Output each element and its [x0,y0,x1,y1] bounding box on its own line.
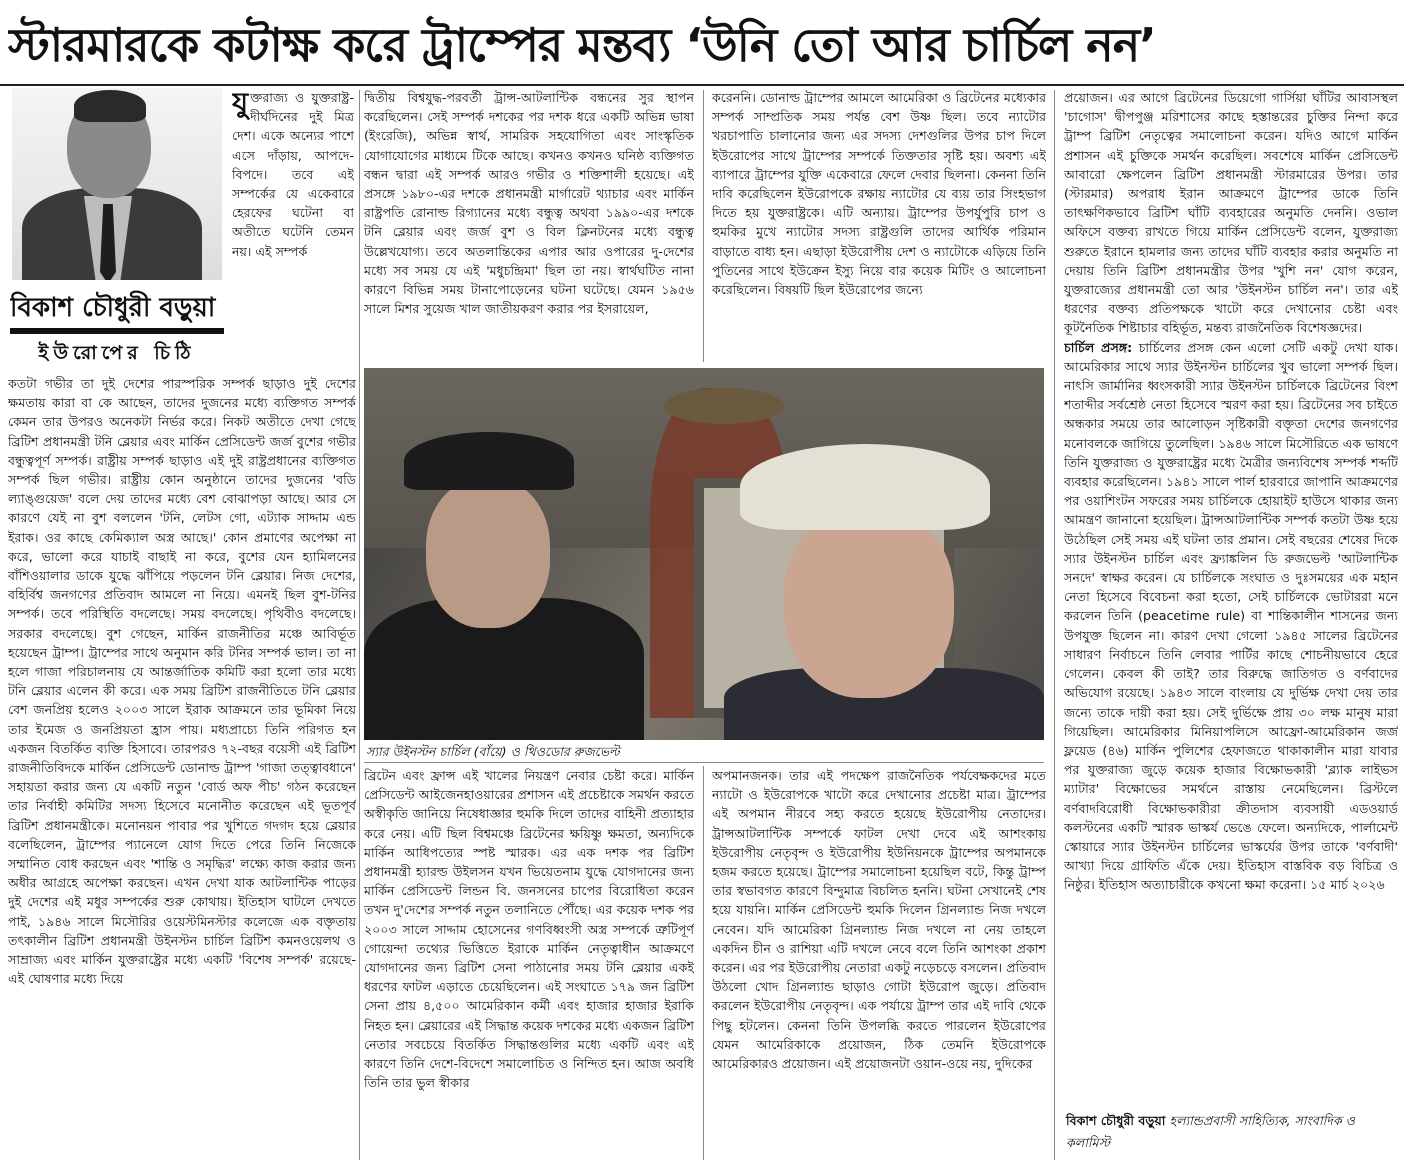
photo-roosevelt-face [784,508,954,698]
column-2-top [364,88,694,364]
churchill-subhead: চার্চিল প্রসঙ্গ: [1064,339,1133,355]
photo-churchill-face [426,478,550,628]
column-section-name: ইউরোপের চিঠি [38,342,196,364]
churchill-roosevelt-photo [364,368,1044,740]
column-3-bottom-paragraph: অপমানজনক। তার এই পদক্ষেপ রাজনৈতিক পর্যবেক্ষকদের মতে ন্যাটো ও ইউরোপকে খাটো করে দেখানোর প্রচেষ্টা মাত্র। ট্রাম্পের এই অপমান নীরবে সহ্য করতে হয়েছে ইউরোপীয় নেতাদের। ট্রান্সআটলান্টিক সম্পর্কে ফাটল দেখা দেবে এই আশংকায় ইউরোপীয় নেতৃবৃন্দ ও ইউরোপীয় ইউনিয়নকে ট্রাম্পের অপমানকে হজম করতে হয়েছে। ট্রাম্পের সমালোচনা হয়েছিল বটে, কিন্তু ট্রাম্প তার স্বভাবগত কারণে বিন্দুমাত্র বিচলিত হননি। ঘটনা সেখানেই শেষ হয়ে যায়নি। মার্কিন প্রেসিডেন্ট হুমকি দিলেন গ্রিনল্যান্ড নিজ দখলে নেবেন। যদি আমেরিকা গ্রিনল্যান্ড নিজ দখলে না নেয় তাহলে একদিন চীন ও রাশিয়া এটি দখলে নেবে বলে তিনি আশংকা প্রকাশ করেন। এর পর ইউরোপীয় নেতারা একটু নড়েচড়ে বসলেন। প্রতিবাদ উঠলো খোদ গ্রিনল্যান্ড ছাড়াও গোটা ইউরোপ জুড়ে। প্রতিবাদ করলেন ইউরোপীয় নেতৃবৃন্দ। এক পর্যায়ে ট্রাম্প তার এই দাবি থেকে পিছু হটলেন। কেননা তিনি উপলব্ধি করতে পারলেন ইউরোপের যেমন আমেরিকাকে প্রয়োজন, ঠিক তেমনি ইউরোপকে আমেরিকারও প্রয়োজন। এই প্রয়োজনটা ওয়ান-ওয়ে নয়, দুদিকের [712,768,1046,1072]
photo-roosevelt-hat [740,444,990,530]
photo-churchill-cap [404,432,574,490]
caption-rule [364,762,1044,763]
column-4-body [1064,88,1398,1104]
column-divider [703,766,704,1160]
byline-name: বিকাশ চৌধুরী বড়ুয়া [1066,1113,1166,1128]
column-2-bottom [364,766,694,1160]
column-divider [359,90,360,1160]
headline: স্টারমারকে কটাক্ষ করে ট্রাম্পের মন্তব্য ‘উনি তো আর চার্চিল নন’ [8,18,1156,72]
column-3-top-paragraph: করেননি। ডোনাল্ড ট্রাম্পের আমলে আমেরিকা ও ব্রিটেনের মধ্যেকার সম্পর্ক সাম্প্রতিক সময় পর্যন্ত বেশ উষ্ণ ছিল। তবে ন্যাটোর খরচাপাতি চালানোর জন্য এর সদস্য দেশগুলির উপর চাপ দিলে ইউরোপের সাথে ট্রাম্পের সম্পর্কে তিক্ততার সৃষ্টি হয়। অবশ্য এই ব্যাপারে ট্রাম্পের যুক্তি একেবারে ফেলে দেবার ছিলনা। কেননা তিনি দাবি করেছিলেন ইউরোপকে রক্ষায় ন্যাটোর যে ব্যয় তার সিংহভাগ দিতে হয় যুক্তরাষ্ট্রকে। এটি অন্যায়। ট্রাম্পের উপর্যুপুরি চাপ ও হুমকির মুখে ন্যাটোর সদস্য রাষ্ট্রগুলি তাদের আর্থিক পরিমান বাড়াতে বাধ্য হন। এছাড়া ইউরোপীয় দেশ ও ন্যাটোকে এড়িয়ে তিনি পুতিনের সাথে ইউক্রেন ইস্যু নিয়ে বার কয়েক মিটিং ও আলোচনা করেছিলেন। বিষয়টি ছিল ইউরোপের জন্যে [712,90,1046,298]
photo-officer-hat [664,388,784,424]
photo-caption: স্যার উইনস্টন চার্চিল (বাঁয়ে) ও থিওডোর রুজভেল্ট [366,744,620,759]
column-1-paragraph: কতটা গভীর তা দুই দেশের পারস্পরিক সম্পর্ক ছাড়াও দুই দেশের ক্ষমতায় কারা বা কে আছেন, তাদের দুজনের মধ্যে ব্যক্তিগত সম্পর্ক কেমন তার উপরও অনেকটা নির্ভর করে। নিকট অতীতে দেখা গেছে ব্রিটিশ প্রধানমন্ত্রী টনি ব্লেয়ার এবং মার্কিন প্রেসিডেন্ট জর্জ বুশের গভীর বন্ধুত্বপূর্ণ সম্পর্ক। রাষ্ট্রীয় সম্পর্ক ছাড়াও এই দুই রাষ্ট্রপ্রধানের ব্যক্তিগত সম্পর্ক ছিল গভীর। রাষ্ট্রীয় কোন অনুষ্ঠানে তাদের দুজনের 'বডি ল্যাঙ্গুয়েজ' বলে দেয় তাদের মধ্যে বেশ বোঝাপড়া আছে। আর সে কারণে যেই না বুশ বললেন 'টনি, লেটস গো, এট্যাক সাদ্দাম এন্ড ইরাক। ওর কাছে কেমিক্যাল অস্ত্র আছে।' কোন প্রমাণের অপেক্ষা না করে, ভালো করে যাচাই বাছাই না করে, বুশের যেন হ্যামিলনের বাঁশিওয়ালার ডাকে যুদ্ধে ঝাঁপিয়ে পড়লেন টনি ব্লেয়ার। নিজ দেশের, বহির্বিশ্ব জনগণের প্রতিবাদ আমলে না নিয়ে। এমনই ছিল বুশ-টনির সম্পর্ক। তবে পরিস্থিতি বদলেছে। সময় বদলেছে। পৃথিবীও বদলেছে। সরকার বদলেছে। বুশ গেছেন, মার্কিন রাজনীতির মঞ্চে আবির্ভূত হয়েছেন ট্রাম্প। ট্রাম্পের সাথে অনুমান করি টনির সম্পর্ক ভাল। তা না হলে গাজা পরিচালনায় যে আন্তর্জাতিক কমিটি করা হলো তার মধ্যে টনি ব্লেয়ার এলেন কী করে। এক সময় ব্রিটিশ রাজনীতিতে টনি ব্লেয়ার বেশ জনপ্রিয় হলেও ২০০৩ সালে ইরাক আক্রমনে তার ভূমিকা নিয়ে তার ইমেজ ও জনপ্রিয়তা হ্রাস পায়। মধ্যপ্রাচ্যে তিনি পরিগত হন একজন বিতর্কিত ব্যক্তি হিসাবে। তারপরও ৭২-বছর বয়েসী এই ব্রিটিশ রাজনীতিবিদকে মার্কিন প্রেসিডেন্ট ডোনাল্ড ট্রাম্প 'গাজা তত্ত্বাবধানে' সহায়তা করার জন্য যে একটি নতুন 'বোর্ড অফ পীচ' গঠন করেছেন তার নির্বাহী কমিটির সদস্য হিসেবে মনোনীত করেছেন এই ভূতপূর্ব ব্রিটিশ প্রধানমন্ত্রীকে। মনোনয়ন পাবার পর খুশিতে গদগদ হয়ে ব্লেয়ার বলেছিলেন, ট্রাম্পের প্যানেলে যোগ দিতে পেরে তিনি নিজেকে সম্মানিত বোধ করছেন এবং 'শান্তি ও সমৃদ্ধির' লক্ষ্যে কাজ করার জন্য অধীর আগ্রহে অপেক্ষা করছেন। এখন দেখা যাক আটলান্টিক পাড়ের দুই দেশের এই মধুর সম্পর্কের শুরু কোথায়। ইতিহাস ঘাটলে দেখতে পাই, ১৯৪৬ সালে মিসৌরির ওয়েস্টমিনস্টার কলেজে এক বক্তৃতায় তৎকালীন ব্রিটিশ প্রধানমন্ত্রী উইনস্টন চার্চিল ব্রিটিশ কমনওয়েলথ ও সাম্রাজ্য এবং মার্কিন যুক্তরাষ্ট্রের মধ্যে একটি 'বিশেষ সম্পর্ক' রয়েছে- এই ঘোষণার মধ্যে দিয়ে [8,376,356,987]
intro-body: ক্তরাজ্য ও যুক্তরাষ্ট্র- দীর্ঘদিনের দুই মিত্র দেশ। একে অন্যের পাশে এসে দাঁড়ায়, আপদে-বিপদে। তবে এই সম্পর্কের যে একেবারে হেরফের ঘটেনা বা অতীতে ঘটেনি তেমন নয়। এই সম্পর্ক [232,90,354,259]
author-bar [10,328,224,334]
column-divider [703,90,704,362]
author-name: বিকাশ চৌধুরী বড়ুয়া [10,293,216,323]
headline-rule [0,84,1404,86]
column-4-paragraph-1: প্রয়োজন। এর আগে ব্রিটেনের ডিয়েগো গার্সিয়া ঘাঁটির আবাসস্থল 'চাগোস' দ্বীপপুঞ্জ মরিশাসের কাছে হস্তান্তরের চুক্তির নিন্দা করে ট্রাম্প ব্রিটিশ নেতৃত্বের সমালোচনা করেন। যদিও আগে মার্কিন প্রশাসন এই চুক্তিকে সমর্থন করেছিল। সবশেষে মার্কিন প্রেসিডেন্ট আবারো ক্ষেপলেন ব্রিটিশ প্রধানমন্ত্রী স্টারমারের উপর। তার (স্টারমার) অপরাধ ইরান আক্রমণে ট্রাম্পের ডাকে তিনি তাৎক্ষণিকভাবে ব্রিটিশ ঘাঁটি ব্যবহারের অনুমতি দেননি। ওভাল অফিসে বক্তব্য রাখতে গিয়ে মার্কিন প্রেসিডেন্ট বলেন, যুক্তরাজ্য শুরুতে ইরানে হামলার জন্য তাদের ঘাঁটি ব্যবহার করার অনুমতি না দেয়ায় তিনি ব্রিটিশ প্রধানমন্ত্রীর উপর 'খুশি নন' যোগ করেন, যুক্তরাজ্যের প্রধানমন্ত্রী তো আর 'উইনস্টন চার্চিল নন'। তার এই ধরণের বক্তব্য প্রতিপক্ষকে খাটো করে দেখানোর চেষ্টা এবং কূটনৈতিক শিষ্টাচার বহির্ভূত, মন্তব্য রাজনৈতিক বিশেষজ্ঞদের। [1064,90,1398,336]
byline-description: হল্যান্ডপ্রবাসী সাহিত্যিক, সাংবাদিক ও কলামিস্ট [1066,1113,1355,1150]
column-4-paragraph-2 [1064,338,1398,895]
column-divider [1054,90,1055,1160]
author-portrait [12,88,222,280]
intro-text [232,88,354,374]
author-byline [1066,1110,1398,1158]
portrait-hair [74,90,146,122]
dropcap: যু [232,88,249,119]
column-2-bottom-paragraph: ব্রিটেন এবং ফ্রান্স এই খালের নিয়ন্ত্রণ নেবার চেষ্টা করে। মার্কিন প্রেসিডেন্ট আইজেনহাওয়ারের প্রশাসন এই প্রচেষ্টাকে সমর্থন করতে অস্বীকৃতি জানিয়ে নিষেধাজ্ঞার হুমকি দিলে তাদের বাহিনী প্রত্যাহার করে নেয়। এটি ছিল বিশ্বমঞ্চে ব্রিটেনের ক্ষয়িষ্ণু ক্ষমতা, অন্যদিকে মার্কিন আধিপত্যের স্পষ্ট স্মারক। এর এক দশক পর ব্রিটিশ প্রধানমন্ত্রী হ্যারল্ড উইলসন যখন ভিয়েতনাম যুদ্ধে যোগদানের জন্য মার্কিন প্রেসিডেন্ট লিন্ডন বি. জনসনের চাপের বিরোধিতা করেন তখন দু'দেশের সম্পর্ক নতুন তলানিতে পৌঁছে। এর কয়েক দশক পর ২০০৩ সালে সাদ্দাম হোসেনের গণবিধ্বংসী অস্ত্র সম্পর্কে ত্রুটিপূর্ণ গোয়েন্দা তথ্যের ভিত্তিতে ইরাকে মার্কিন নেতৃত্বাধীন আক্রমণে যোগদানের জন্য ব্রিটিশ সেনা পাঠানোর সময় টনি ব্লেয়ার একই ধরণের ফাটল এড়াতে চেয়েছিলেন। এই সংঘাতে ১৭৯ জন ব্রিটিশ সেনা প্রায় ৪,৫০০ আমেরিকান কর্মী এবং হাজার হাজার ইরাকি নিহত হন। ব্লেয়ারের এই সিদ্ধান্ত কয়েক দশকের মধ্যে একজন ব্রিটিশ নেতার সবচেয়ে বিতর্কিত সিদ্ধান্তগুলির মধ্যে একটি এবং এই কারণে তিনি দেশে-বিদেশে সমালোচিত ও নিন্দিত হন। আজ অবধি তিনি তার ভুল স্বীকার [364,768,694,1091]
column-2-top-paragraph: দ্বিতীয় বিশ্বযুদ্ধ-পরবর্তী ট্রান্স-আটলান্টিক বন্ধনের সুর স্থাপন করেছিলেন। সেই সম্পর্ক দশকের পর দশক ধরে একটি অভিন্ন ভাষা (ইংরেজি), অভিন্ন স্বার্থ, সামরিক সহযোগিতা এবং সাংস্কৃতিক যোগাযোগের মাধ্যমে টিকে আছে। কখনও কখনও ঘনিষ্ঠ ব্যক্তিগত বন্ধন দ্বারা এই সম্পর্ক আরও গভীর ও শক্তিশালী হয়েছে। এই প্রসঙ্গে ১৯৮০-এর দশকে প্রধানমন্ত্রী মার্গারেট থ্যাচার এবং মার্কিন রাষ্ট্রপতি রোনাল্ড রিগ্যানের মধ্যে বন্ধুত্ব অথবা ১৯৯০-এর দশকে টনি ব্লেয়ার এবং জর্জ বুশ ও বিল ক্লিনটনের মধ্যে বন্ধুত্ব উল্লেখযোগ্য। তবে অতলান্তিকের এপার আর ওপারের দু-দেশের মধ্যে সব সময় যে এই 'মধুচন্দ্রিমা' ছিল তা নয়। স্বার্থঘটিত নানা কারণে বিভিন্ন সময় টানাপোড়েনের ঘটনা ঘটেছে। যেমন ১৯৫৬ সালে মিশর সুয়েজ খাল জাতীয়করণ করার পর ইসরায়েল, [364,90,694,317]
column-3-top [712,88,1046,364]
column-1-body [8,374,356,1160]
column-4-paragraph-2-body: চার্চিলের প্রসঙ্গ কেন এলো সেটি একটু দেখা যাক। আমেরিকার সাথে স্যার উইনস্টন চার্চিলের খুব ভালো সম্পর্ক ছিল। নাৎসি জার্মানির ধ্বংসকারী স্যার উইনস্টন চার্চিলকে ব্রিটেনের বিংশ শতাব্দীর সর্বশ্রেষ্ঠ নেতা হিসেবে স্মরণ করা হয়। ব্রিটেনের সব চাইতে অন্ধকার সময়ে তার আলোড়ন সৃষ্টিকারী বক্তৃতা দেশের জনগণের মনোবলকে জাগিয়ে তুলেছিল। ১৯৪৬ সালে মিসৌরিতে এক ভাষণে তিনি যুক্তরাজ্য ও যুক্তরাষ্ট্রের মধ্যে মৈত্রীর জন্যবিশেষ সম্পর্ক শব্দটি ব্যবহার করেছিলেন। ১৯৪১ সালে পার্ল হারবারে জাপানি আক্রমণের পর ওয়াশিংটন সফরের সময় চার্চিলকে হোয়াইট হাউসে থাকার জন্য আমন্ত্রণ জানানো হয়েছিল। ট্রান্সআটলান্টিক সম্পর্ক কতটা উষ্ণ হয়ে উঠেছিল সেই সময় এই ঘটনা তার প্রমান। সেই বছরের শেষের দিকে স্যার উইনস্টন চার্চিল এবং ফ্র্যাঙ্কলিন ডি রুজভেল্ট 'আটলান্টিক সনদে' স্বাক্ষর করেন। যে চার্চিলকে সংঘাত ও দুঃসময়ের এক মহান নেতা হিসেবে বিবেচনা করা হতো, সেই চার্চিলকে ভোটাররা মনে করলেন তিনি (peacetime rule) বা শান্তিকালীন শাসনের জন্য উপযুক্ত ছিলেন না। কারণ দেখা গেলো ১৯৪৫ সালের ব্রিটেনের সাধারণ নির্বাচনে তিনি লেবার পার্টির কাছে শোচনীয়ভাবে হেরে গেলেন। কেবল কী তাই? তার বিরুদ্ধে জাতিগত ও বর্ণবাদের অভিযোগ রয়েছে। ১৯৪৩ সালে বাংলায় যে দুর্ভিক্ষ দেখা দেয় তার জন্যে তাকে দায়ী করা হয়। সেই দুর্ভিক্ষে প্রায় ৩০ লক্ষ মানুষ মারা গিয়েছিল। আমেরিকার মিনিয়াপলিসে আফ্রো-আমেরিকান জর্জ ফ্লয়েড (৪৬) মার্কিন পুলিশের হেফাজতে থাকাকালীন মারা যাবার পর যুক্তরাজ্য জুড়ে কয়েক হাজার বিক্ষোভকারী 'ব্ল্যাক লাইভস ম্যাটার' বিক্ষোভের সমর্থনে রাস্তায় নেমেছিলেন। ব্রিস্টলে বর্ণবাদবিরোধী বিক্ষোভকারীরা ক্রীতদাস ব্যবসায়ী এডওয়ার্ড কলস্টনের একটি স্মারক ভাস্কর্য ভেঙে ফেলে। অন্যদিকে, পার্লামেন্ট স্কোয়ারে স্যার উইনস্টন চার্চিলের ভাস্কর্যের উপর তাকে 'বর্ণবাদী' আখ্যা দিয়ে গ্রাফিতি এঁকে দেয়। ইতিহাস বাস্তবিক বড় বিচিত্র ও নিষ্ঠুর। ইতিহাস অত্যাচারীকে কখনো ক্ষমা করেনা। ১৫ মার্চ ২০২৬ [1064,339,1398,893]
column-3-bottom [712,766,1046,1160]
